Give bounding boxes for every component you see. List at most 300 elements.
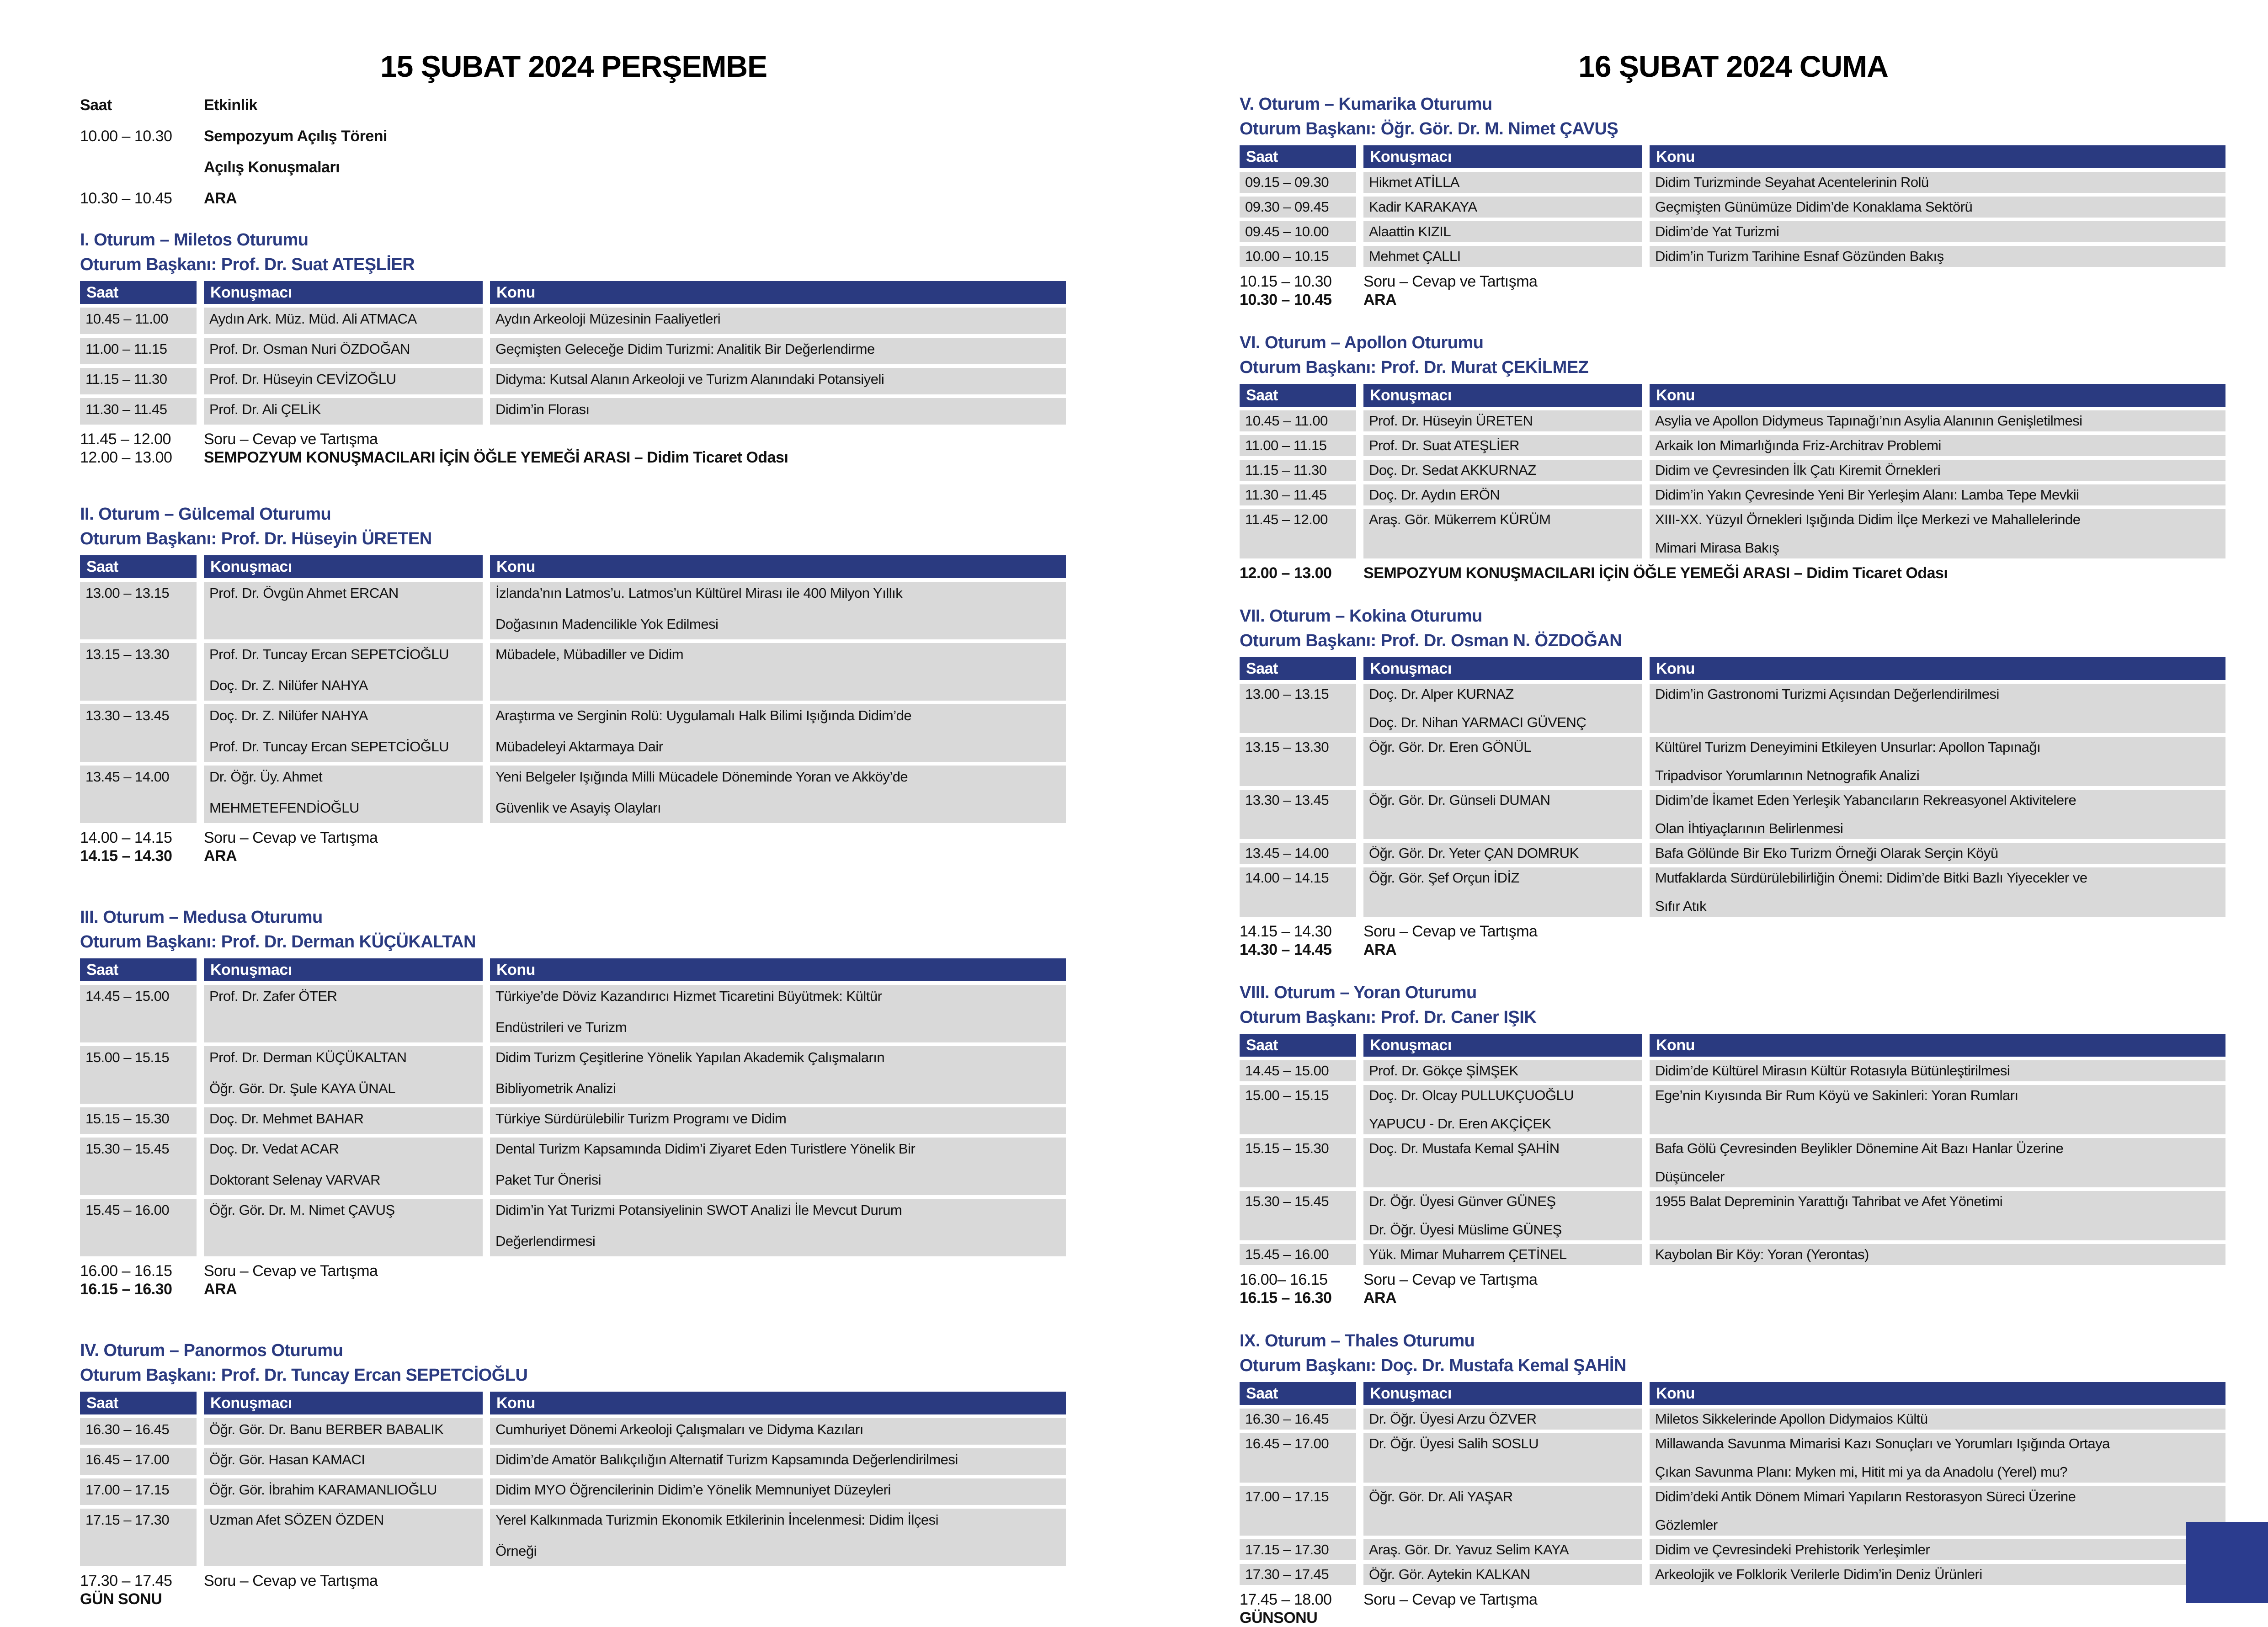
- session-block: [1240, 982, 2227, 1307]
- speaker-cell: [204, 1138, 483, 1195]
- session-chair: Oturum Başkanı: Prof. Dr. Murat ÇEKİLMEZ: [1240, 358, 1589, 377]
- speaker-name: Araş. Gör. Mükerrem KÜRÜM: [1369, 511, 1551, 527]
- day-body-thursday: [80, 95, 1067, 1608]
- speaker-cell: [204, 582, 483, 639]
- table-header-konu: Konu: [490, 1392, 1066, 1414]
- table-header-konusmaci: Konuşmacı: [1363, 384, 1642, 407]
- speaker-name: Dr. Öğr. Üyesi Müslime GÜNEŞ: [1369, 1222, 1562, 1238]
- footer-line: [80, 847, 1067, 865]
- session-footer: [80, 829, 1067, 865]
- speaker-cell: [1363, 790, 1642, 839]
- speaker-name: Uzman Afet SÖZEN ÖZDEN: [209, 1512, 384, 1528]
- footer-line: [80, 1590, 1067, 1608]
- session-block: [1240, 1330, 2227, 1627]
- footer-label: Soru – Cevap ve Tartışma: [204, 1572, 378, 1590]
- topic-cell: [1650, 484, 2225, 505]
- session-time: 11.00 – 11.15: [85, 341, 167, 357]
- session-table: [80, 1392, 1067, 1566]
- session-footer: [1240, 272, 2227, 309]
- speaker-cell: [1363, 737, 1642, 786]
- table-header-saat: Saat: [80, 281, 197, 304]
- speaker-name: Dr. Öğr. Üyesi Arzu ÖZVER: [1369, 1411, 1537, 1427]
- time-cell: [1240, 509, 1356, 558]
- table-header-konusmaci: Konuşmacı: [1363, 1382, 1642, 1405]
- speaker-cell: [204, 985, 483, 1042]
- session-block: [80, 1340, 1067, 1608]
- topic-text: Endüstrileri ve Turizm: [495, 1019, 627, 1035]
- time-cell: [1240, 197, 1356, 218]
- session-time: 14.00 – 14.15: [1245, 870, 1329, 886]
- speaker-cell: [204, 766, 483, 823]
- topic-text: Geçmişten Günümüze Didim’de Konaklama Sektörü: [1655, 199, 1973, 215]
- time-cell: [80, 308, 197, 334]
- speaker-cell: [1363, 867, 1642, 917]
- footer-line: [1240, 922, 2227, 941]
- table-header-konu: Konu: [490, 958, 1066, 981]
- session-time: 16.30 – 16.45: [85, 1421, 170, 1437]
- footer-label: Soru – Cevap ve Tartışma: [1363, 923, 1538, 940]
- speaker-cell: [1363, 1486, 1642, 1536]
- speaker-name: Doç. Dr. Z. Nilüfer NAHYA: [209, 677, 368, 693]
- footer-label: ARA: [204, 1281, 237, 1298]
- footer-label: Soru – Cevap ve Tartışma: [204, 829, 378, 846]
- speaker-name: Prof. Dr. Osman Nuri ÖZDOĞAN: [209, 341, 410, 357]
- speaker-cell: [1363, 1244, 1642, 1265]
- day-column-thursday: [80, 0, 1067, 1608]
- speaker-name: Doç. Dr. Sedat AKKURNAZ: [1369, 462, 1536, 478]
- topic-text: Didim Turizminde Seyahat Acentelerinin Rolü: [1655, 174, 1929, 190]
- table-header-saat: Saat: [1240, 1382, 1356, 1405]
- topic-text: Didim’in Florası: [495, 401, 590, 417]
- topic-text: Didim’in Yat Turizmi Potansiyelinin SWOT Analizi İle Mevcut Durum: [495, 1202, 902, 1218]
- topic-cell: [1650, 246, 2225, 267]
- session-title: VIII. Oturum – Yoran Oturumu: [1240, 983, 1477, 1002]
- table-header-konu: Konu: [490, 555, 1066, 578]
- topic-cell: [490, 1046, 1066, 1104]
- time-cell: [80, 1509, 197, 1566]
- table-header-saat: Saat: [80, 958, 197, 981]
- topic-cell: [1650, 172, 2225, 193]
- pre-event: ARA: [204, 190, 237, 207]
- footer-time: 10.15 – 10.30: [1240, 273, 1332, 290]
- speaker-cell: [204, 1046, 483, 1104]
- speaker-cell: [204, 338, 483, 364]
- speaker-cell: [204, 1509, 483, 1566]
- topic-text: Bibliyometrik Analizi: [495, 1080, 616, 1096]
- footer-time: 17.45 – 18.00: [1240, 1591, 1332, 1608]
- speaker-name: Öğr. Gör. Dr. Yeter ÇAN DOMRUK: [1369, 845, 1579, 861]
- session-title: VI. Oturum – Apollon Oturumu: [1240, 333, 1484, 352]
- speaker-name: Öğr. Gör. Dr. Günseli DUMAN: [1369, 792, 1550, 808]
- speaker-cell: [204, 1418, 483, 1445]
- time-cell: [1240, 221, 1356, 242]
- footer-label: Soru – Cevap ve Tartışma: [1363, 273, 1538, 290]
- table-header-saat: Saat: [1240, 1034, 1356, 1057]
- topic-text: Mübadeleyi Aktarmaya Dair: [495, 739, 663, 755]
- footer-line: [80, 1280, 1067, 1298]
- topic-text: Didyma: Kutsal Alanın Arkeoloji ve Turizm Alanındaki Potansiyeli: [495, 371, 884, 387]
- time-cell: [1240, 843, 1356, 864]
- session-time: 15.30 – 15.45: [1245, 1193, 1329, 1209]
- session-time: 15.15 – 15.30: [85, 1111, 170, 1127]
- topic-cell: [1650, 197, 2225, 218]
- session-block: [80, 906, 1067, 1298]
- time-cell: [1240, 172, 1356, 193]
- session-title: VII. Oturum – Kokina Oturumu: [1240, 606, 1482, 626]
- session-chair: Oturum Başkanı: Doç. Dr. Mustafa Kemal ŞAHİN: [1240, 1356, 1626, 1375]
- topic-text: Gözlemler: [1655, 1517, 1718, 1533]
- topic-text: Araştırma ve Serginin Rolü: Uygulamalı Halk Bilimi Işığında Didim’de: [495, 707, 912, 723]
- speaker-name: Öğr. Gör. Dr. M. Nimet ÇAVUŞ: [209, 1202, 395, 1218]
- speaker-name: Öğr. Gör. Dr. Şule KAYA ÜNAL: [209, 1080, 395, 1096]
- topic-text: Yeni Belgeler Işığında Milli Mücadele Döneminde Yoran ve Akköy’de: [495, 769, 908, 785]
- topic-cell: [490, 582, 1066, 639]
- session-block: [80, 503, 1067, 865]
- time-cell: [1240, 1486, 1356, 1536]
- speaker-name: Öğr. Gör. Dr. Ali YAŞAR: [1369, 1489, 1513, 1505]
- session-table: [1240, 384, 2227, 558]
- footer-line: [1240, 1590, 2227, 1609]
- session-table: [80, 281, 1067, 425]
- session-time: 17.15 – 17.30: [85, 1512, 170, 1528]
- topic-cell: [1650, 790, 2225, 839]
- speaker-name: Prof. Dr. Ali ÇELİK: [209, 401, 321, 417]
- topic-cell: [1650, 684, 2225, 733]
- session-footer: [80, 430, 1067, 467]
- time-cell: [80, 643, 197, 701]
- speaker-name: Prof. Dr. Tuncay Ercan SEPETCİOĞLU: [209, 739, 449, 755]
- topic-cell: [1650, 460, 2225, 481]
- time-cell: [1240, 790, 1356, 839]
- footer-time: 16.15 – 16.30: [1240, 1289, 1332, 1307]
- speaker-cell: [204, 1478, 483, 1505]
- session-time: 10.00 – 10.15: [1245, 248, 1329, 264]
- footer-line: [80, 448, 1067, 467]
- topic-text: Arkaik Ion Mimarlığında Friz-Architrav Problemi: [1655, 437, 1941, 453]
- session-title: I. Oturum – Miletos Oturumu: [80, 230, 309, 250]
- footer-line: [1240, 272, 2227, 291]
- topic-cell: [490, 1509, 1066, 1566]
- table-header-konusmaci: Konuşmacı: [204, 555, 483, 578]
- topic-text: Paket Tur Önerisi: [495, 1172, 601, 1188]
- topic-text: Yerel Kalkınmada Turizmin Ekonomik Etkilerinin İncelenmesi: Didim İlçesi: [495, 1512, 939, 1528]
- footer-line: [1240, 1271, 2227, 1289]
- speaker-name: Öğr. Gör. Şef Orçun İDİZ: [1369, 870, 1520, 886]
- table-header-konu: Konu: [490, 281, 1066, 304]
- time-cell: [1240, 1564, 1356, 1585]
- speaker-name: Prof. Dr. Derman KÜÇÜKALTAN: [209, 1049, 407, 1065]
- speaker-name: Prof. Dr. Suat ATEŞLİER: [1369, 437, 1520, 453]
- speaker-cell: [204, 1448, 483, 1475]
- time-cell: [80, 1199, 197, 1256]
- time-cell: [1240, 1060, 1356, 1081]
- session-time: 13.30 – 13.45: [1245, 792, 1329, 808]
- footer-label: ARA: [1363, 941, 1397, 958]
- time-cell: [1240, 410, 1356, 431]
- time-cell: [1240, 1244, 1356, 1265]
- table-header-saat: Saat: [80, 1392, 197, 1414]
- time-cell: [80, 398, 197, 425]
- topic-text: Güvenlik ve Asayiş Olayları: [495, 800, 661, 816]
- footer-time: 12.00 – 13.00: [80, 449, 172, 466]
- table-header-konusmaci: Konuşmacı: [1363, 145, 1642, 168]
- footer-time: 12.00 – 13.00: [1240, 564, 1332, 582]
- speaker-name: Doç. Dr. Olcay PULLUKÇUOĞLU: [1369, 1087, 1574, 1103]
- session-time: 09.15 – 09.30: [1245, 174, 1329, 190]
- topic-text: Didim ve Çevresinden İlk Çatı Kiremit Örnekleri: [1655, 462, 1941, 478]
- topic-cell: [490, 1478, 1066, 1505]
- pre-time: [80, 157, 204, 177]
- footer-label: SEMPOZYUM KONUŞMACILARI İÇİN ÖĞLE YEMEĞİ ARASI – Didim Ticaret Odası: [204, 449, 788, 466]
- topic-cell: [1650, 435, 2225, 456]
- speaker-cell: [1363, 460, 1642, 481]
- time-cell: [80, 766, 197, 823]
- pre-time: 10.30 – 10.45: [80, 190, 172, 207]
- speaker-cell: [1363, 684, 1642, 733]
- topic-cell: [1650, 1244, 2225, 1265]
- topic-text: Didim’deki Antik Dönem Mimari Yapıların Restorasyon Süreci Üzerine: [1655, 1489, 2076, 1505]
- topic-cell: [490, 1448, 1066, 1475]
- session-title: III. Oturum – Medusa Oturumu: [80, 908, 323, 927]
- topic-text: Didim MYO Öğrencilerinin Didim’e Yönelik Memnuniyet Düzeyleri: [495, 1482, 891, 1498]
- session-block: [1240, 605, 2227, 959]
- footer-label: Soru – Cevap ve Tartışma: [1363, 1271, 1538, 1288]
- footer-line: [80, 829, 1067, 847]
- footer-line: [80, 1572, 1067, 1590]
- speaker-name: Prof. Dr. Zafer ÖTER: [209, 988, 337, 1004]
- opening-schedule-row: [80, 157, 1067, 177]
- pre-event: Sempozyum Açılış Töreni: [204, 128, 387, 145]
- topic-text: Aydın Arkeoloji Müzesinin Faaliyetleri: [495, 311, 721, 327]
- session-table: [80, 555, 1067, 823]
- topic-text: Miletos Sikkelerinde Apollon Didymaios Kültü: [1655, 1411, 1928, 1427]
- topic-text: Geçmişten Geleceğe Didim Turizmi: Analitik Bir Değerlendirme: [495, 341, 875, 357]
- footer-label: Soru – Cevap ve Tartışma: [1363, 1591, 1538, 1608]
- speaker-name: YAPUCU - Dr. Eren AKÇİÇEK: [1369, 1116, 1551, 1132]
- footer-label: Soru – Cevap ve Tartışma: [204, 431, 378, 448]
- topic-text: Çıkan Savunma Planı: Myken mi, Hitit mi ya da Anadolu (Yerel) mu?: [1655, 1464, 2067, 1480]
- speaker-name: Prof. Dr. Tuncay Ercan SEPETCİOĞLU: [209, 646, 449, 662]
- topic-text: İzlanda’nın Latmos’u. Latmos’un Kültürel Mirası ile 400 Milyon Yıllık: [495, 585, 903, 601]
- speaker-name: Öğr. Gör. Hasan KAMACI: [209, 1452, 365, 1467]
- session-time: 11.30 – 11.45: [1245, 487, 1327, 503]
- table-header-konu: Konu: [1650, 1382, 2225, 1405]
- opening-schedule-row: [80, 188, 1067, 208]
- time-cell: [80, 1046, 197, 1104]
- session-time: 10.45 – 11.00: [85, 311, 168, 327]
- opening-schedule-header: [80, 95, 1067, 115]
- topic-text: XIII-XX. Yüzyıl Örnekleri Işığında Didim İlçe Merkezi ve Mahallelerinde: [1655, 511, 2081, 527]
- session-footer: [1240, 564, 2227, 582]
- topic-cell: [1650, 1409, 2225, 1430]
- topic-cell: [490, 1199, 1066, 1256]
- topic-text: Sıfır Atık: [1655, 898, 1707, 914]
- session-time: 10.45 – 11.00: [1245, 413, 1328, 429]
- speaker-cell: [1363, 484, 1642, 505]
- table-header-saat: Saat: [1240, 384, 1356, 407]
- table-header-konusmaci: Konuşmacı: [1363, 657, 1642, 680]
- session-time: 15.00 – 15.15: [1245, 1087, 1329, 1103]
- session-time: 15.15 – 15.30: [1245, 1140, 1329, 1156]
- topic-text: Didim’de Kültürel Mirasın Kültür Rotasıyla Bütünleştirilmesi: [1655, 1063, 2010, 1079]
- session-time: 11.00 – 11.15: [1245, 437, 1327, 453]
- topic-text: Mimari Mirasa Bakış: [1655, 540, 1779, 556]
- speaker-name: Doç. Dr. Alper KURNAZ: [1369, 686, 1514, 702]
- session-time: 11.15 – 11.30: [1245, 462, 1327, 478]
- speaker-name: Doç. Dr. Z. Nilüfer NAHYA: [209, 707, 368, 723]
- session-time: 13.00 – 13.15: [85, 585, 170, 601]
- topic-cell: [490, 338, 1066, 364]
- time-cell: [1240, 1138, 1356, 1187]
- topic-cell: [490, 368, 1066, 394]
- pre-time: 10.00 – 10.30: [80, 128, 172, 145]
- day-title-thursday: 15 ŞUBAT 2024 PERŞEMBE: [380, 49, 767, 83]
- footer-label: SEMPOZYUM KONUŞMACILARI İÇİN ÖĞLE YEMEĞİ ARASI – Didim Ticaret Odası: [1363, 564, 1948, 582]
- table-header-konu: Konu: [1650, 1034, 2225, 1057]
- topic-cell: [1650, 1085, 2225, 1134]
- speaker-cell: [1363, 172, 1642, 193]
- speaker-cell: [204, 368, 483, 394]
- speaker-name: Prof. Dr. Övgün Ahmet ERCAN: [209, 585, 399, 601]
- session-title: IV. Oturum – Panormos Oturumu: [80, 1341, 343, 1360]
- topic-text: Bafa Gölü Çevresinden Beylikler Dönemine Ait Bazı Hanlar Üzerine: [1655, 1140, 2064, 1156]
- time-cell: [1240, 867, 1356, 917]
- session-table: [1240, 1382, 2227, 1585]
- session-time: 13.15 – 13.30: [85, 646, 170, 662]
- session-time: 11.30 – 11.45: [85, 401, 167, 417]
- time-cell: [1240, 460, 1356, 481]
- speaker-cell: [1363, 1138, 1642, 1187]
- footer-time: 16.00 – 16.15: [80, 1262, 172, 1280]
- pre-event-header: Etkinlik: [204, 96, 257, 114]
- day-body-friday: [1240, 93, 2227, 1627]
- session-time: 14.45 – 15.00: [85, 988, 170, 1004]
- speaker-cell: [204, 704, 483, 762]
- topic-text: Örneği: [495, 1543, 537, 1559]
- time-cell: [80, 582, 197, 639]
- speaker-name: Yük. Mimar Muharrem ÇETİNEL: [1369, 1246, 1567, 1262]
- session-chair: Oturum Başkanı: Öğr. Gör. Dr. M. Nimet ÇAVUŞ: [1240, 119, 1618, 138]
- topic-text: Türkiye’de Döviz Kazandırıcı Hizmet Ticaretini Büyütmek: Kültür: [495, 988, 882, 1004]
- topic-text: Millawanda Savunma Mimarisi Kazı Sonuçları ve Yorumları Işığında Ortaya: [1655, 1436, 2110, 1452]
- pre-event: Açılış Konuşmaları: [204, 159, 340, 176]
- topic-cell: [1650, 1191, 2225, 1240]
- speaker-name: Mehmet ÇALLI: [1369, 248, 1461, 264]
- topic-cell: [1650, 1564, 2225, 1585]
- time-cell: [1240, 1539, 1356, 1560]
- footer-label: ARA: [1363, 291, 1397, 308]
- opening-schedule: [80, 95, 1067, 208]
- speaker-name: Dr. Öğr. Üyesi Günver GÜNEŞ: [1369, 1193, 1556, 1209]
- speaker-cell: [204, 398, 483, 425]
- session-title: IX. Oturum – Thales Oturumu: [1240, 1331, 1475, 1351]
- session-time: 13.45 – 14.00: [1245, 845, 1329, 861]
- time-cell: [80, 1138, 197, 1195]
- topic-cell: [490, 308, 1066, 334]
- session-time: 11.15 – 11.30: [85, 371, 167, 387]
- topic-text: Dental Turizm Kapsamında Didim’i Ziyaret Eden Turistlere Yönelik Bir: [495, 1141, 916, 1157]
- speaker-name: Hikmet ATİLLA: [1369, 174, 1459, 190]
- session-time: 16.30 – 16.45: [1245, 1411, 1329, 1427]
- topic-text: Ege’nin Kıyısında Bir Rum Köyü ve Sakinleri: Yoran Rumları: [1655, 1087, 2018, 1103]
- footer-time: 16.00– 16.15: [1240, 1271, 1328, 1288]
- session-chair: Oturum Başkanı: Prof. Dr. Suat ATEŞLİER: [80, 255, 415, 274]
- session-time: 11.45 – 12.00: [1245, 511, 1328, 527]
- session-table: [1240, 1034, 2227, 1265]
- session-chair: Oturum Başkanı: Prof. Dr. Hüseyin ÜRETEN: [80, 529, 432, 548]
- session-footer: [80, 1262, 1067, 1298]
- topic-text: Kültürel Turizm Deneyimini Etkileyen Unsurlar: Apollon Tapınağı: [1655, 739, 2041, 755]
- speaker-cell: [1363, 1433, 1642, 1483]
- speaker-name: Prof. Dr. Hüseyin CEVİZOĞLU: [209, 371, 396, 387]
- speaker-cell: [1363, 1191, 1642, 1240]
- session-chair: Oturum Başkanı: Prof. Dr. Tuncay Ercan SEPETCİOĞLU: [80, 1366, 528, 1385]
- speaker-cell: [1363, 1060, 1642, 1081]
- topic-text: Bafa Gölünde Bir Eko Turizm Örneği Olarak Serçin Köyü: [1655, 845, 1998, 861]
- session-time: 09.30 – 09.45: [1245, 199, 1329, 215]
- footer-time: 14.15 – 14.30: [1240, 923, 1332, 940]
- speaker-cell: [1363, 410, 1642, 431]
- table-header-konusmaci: Konuşmacı: [1363, 1034, 1642, 1057]
- session-table: [80, 958, 1067, 1256]
- topic-text: Arkeolojik ve Folklorik Verilerle Didim’in Deniz Ürünleri: [1655, 1566, 1982, 1582]
- session-time: 17.00 – 17.15: [1245, 1489, 1329, 1505]
- session-block: [1240, 332, 2227, 582]
- speaker-cell: [204, 1199, 483, 1256]
- time-cell: [1240, 1409, 1356, 1430]
- topic-cell: [490, 1107, 1066, 1134]
- topic-cell: [490, 1418, 1066, 1445]
- session-time: 17.15 – 17.30: [1245, 1542, 1329, 1558]
- footer-label: GÜNSONU: [1240, 1609, 1318, 1627]
- speaker-name: Öğr. Gör. Dr. Eren GÖNÜL: [1369, 739, 1531, 755]
- topic-text: Didim’de Amatör Balıkçılığın Alternatif Turizm Kapsamında Değerlendirilmesi: [495, 1452, 958, 1467]
- topic-text: Mübadele, Mübadiller ve Didim: [495, 646, 684, 662]
- topic-text: Türkiye Sürdürülebilir Turizm Programı ve Didim: [495, 1111, 787, 1127]
- topic-cell: [490, 704, 1066, 762]
- footer-line: [1240, 564, 2227, 582]
- session-footer: [1240, 1590, 2227, 1627]
- topic-cell: [1650, 509, 2225, 558]
- topic-cell: [490, 766, 1066, 823]
- topic-cell: [1650, 867, 2225, 917]
- session-title: V. Oturum – Kumarika Oturumu: [1240, 95, 1492, 114]
- time-cell: [1240, 1433, 1356, 1483]
- topic-text: Didim’in Gastronomi Turizmi Açısından Değerlendirilmesi: [1655, 686, 1999, 702]
- session-block: [80, 229, 1067, 467]
- pre-time-header: Saat: [80, 96, 112, 114]
- topic-text: Kaybolan Bir Köy: Yoran (Yerontas): [1655, 1246, 1869, 1262]
- footer-label: ARA: [204, 847, 237, 865]
- session-time: 15.30 – 15.45: [85, 1141, 170, 1157]
- speaker-name: Dr. Öğr. Üyesi Salih SOSLU: [1369, 1436, 1539, 1452]
- time-cell: [80, 985, 197, 1042]
- footer-line: [1240, 1609, 2227, 1627]
- time-cell: [1240, 1191, 1356, 1240]
- speaker-cell: [1363, 1409, 1642, 1430]
- time-cell: [1240, 484, 1356, 505]
- table-header-konu: Konu: [1650, 657, 2225, 680]
- session-footer: [1240, 1271, 2227, 1307]
- speaker-cell: [1363, 1564, 1642, 1585]
- speaker-cell: [1363, 197, 1642, 218]
- speaker-name: Doç. Dr. Mustafa Kemal ŞAHİN: [1369, 1140, 1560, 1156]
- topic-cell: [1650, 1138, 2225, 1187]
- time-cell: [80, 368, 197, 394]
- speaker-name: Prof. Dr. Hüseyin ÜRETEN: [1369, 413, 1533, 429]
- time-cell: [80, 1107, 197, 1134]
- speaker-name: Araş. Gör. Dr. Yavuz Selim KAYA: [1369, 1542, 1569, 1558]
